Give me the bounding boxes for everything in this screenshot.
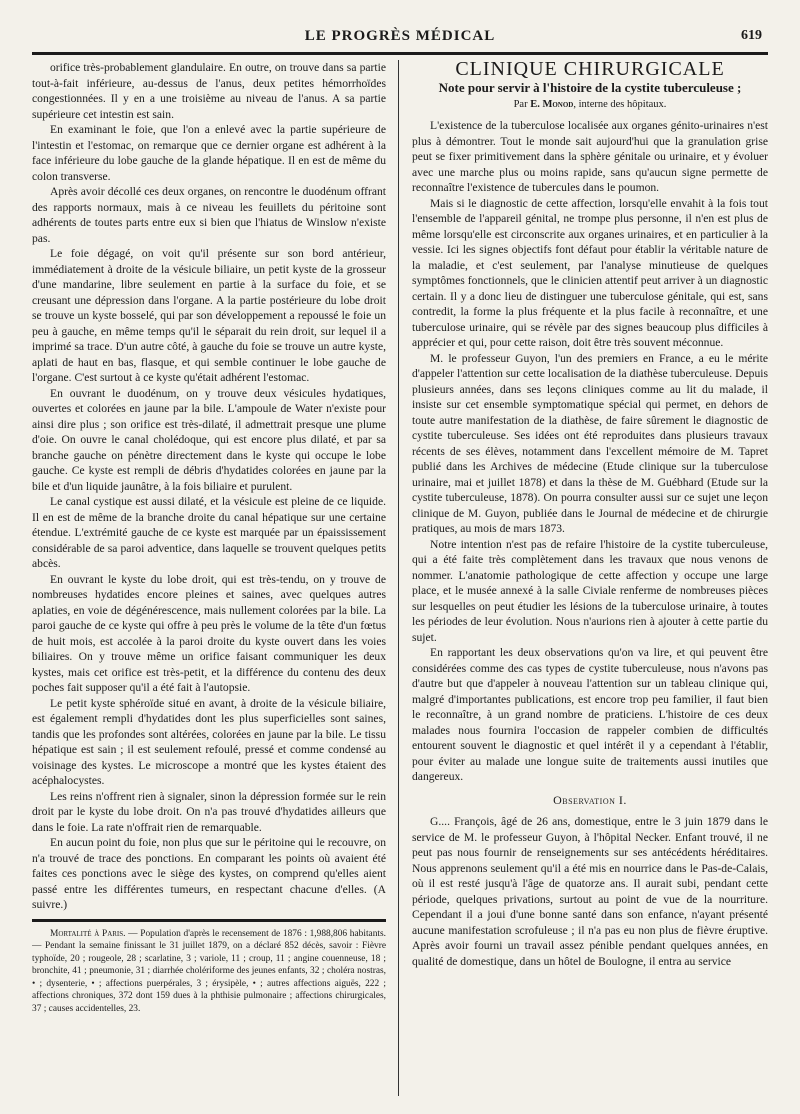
running-header xyxy=(32,22,768,50)
byline-author: E. Monod xyxy=(530,98,574,110)
paragraph: Le foie dégagé, on voit qu'il présente sur son bord antérieur, immédiatement à droite de la vésicule biliaire, un petit kyste de la grosseur d'une mandarine, libre seulement en partie à la surface du foie, et se creusant une dépression dans l'organe. A la partie postérieure du lobe droit se trouve un kyste bosselé, qui par son développement a repoussé le foie un peu à gauche, en même temps qu'il le séparait du rein droit, sur lequel il a imprimé sa trace. D'un autre côté, à gauche du foie se trouve un autre kyste, aplati de haut en bas, flasque, et qui semble continuer le lobe gauche de l'organe. C'est surtout à ce kyste qu'était adhérent l'estomac. xyxy=(32,247,386,384)
paragraph: L'existence de la tuberculose localisée aux organes génito-urinaires n'est plus à démontrer. Tout le monde sait aujourd'hui que la granulation grise peut se fixer primitivement dans la sphère génitale ou urinaire, et y évoluer avec une marche plus ou moins rapide, sans qu'aucun signe permette de reconnaître l'existence de tubercules dans le poumon. xyxy=(412,119,768,194)
column-divider xyxy=(398,60,399,1096)
journal-title: LE PROGRÈS MÉDICAL xyxy=(304,27,496,44)
section-rule xyxy=(32,919,386,922)
paragraph: En aucun point du foie, non plus que sur le péritoine qui le recouvre, on n'a trouvé de trace des ponctions. En comparant les points où avaient été faites ces ponctions avec le siège des kystes, on comprend qu'elles aient passé entre les différentes tumeurs, en respectant chacune d'elles. (A suivre.) xyxy=(32,836,386,911)
mortality-text: — Population d'après le recensement de 1876 : 1,988,806 habitants. — Pendant la semaine finissant le 31 juillet 1879, on a déclaré 852 décès, savoir : Fièvre typhoïde, 20 ; rougeole, 28 ; scarlatine, 3 ; variole, 11 ; croup, 11 ; angine couenneuse, 18 ; bronchite, 41 ; pneumonie, 31 ; diarrhée cholériforme des jeunes enfants, 32 ; choléra nostras, • ; dysenterie, • ; affections puerpérales, 3 ; érysipèle, • ; autres affections aiguës, 222 ; affections chroniques, 372 dont 159 dues à la phthisie pulmonaire ; affections chirurgicales, 37 ; causes accidentelles, 23. xyxy=(32,928,386,1015)
mortality-notice xyxy=(32,928,386,1016)
paragraph: En ouvrant le duodénum, on y trouve deux vésicules hydatiques, ouvertes et colorées en jaune par la bile. L'ampoule de Water n'existe pour ainsi dire plus ; son orifice est très-dilaté, il admettrait presque une plume d'oie. On ouvre le canal cholédoque, qui est encore plus dilaté, et par sa branche gauche on pénètre directement dans le kyste qui occupe le lobe gauche. Ce kyste est rempli de débris d'hydatides colorées en jaune par la bile et d'un liquide jaunâtre, à la fois biliaire et purulent. xyxy=(32,386,386,493)
paragraph: En rapportant les deux observations qu'on va lire, et qui peuvent être considérées comme des cas types de cystite tuberculeuse, nous n'avons pas d'autre but que d'appeler à nouveau l'attention sur un tableau clinique qui, malgré d'importantes publications, est encore trop peu familier, il faut bien le reconnaître, à un grand nombre de praticiens. L'histoire de ces deux malades nous fournira l'occasion de rappeler combien de difficultés entourent souvent le diagnostic et quel intérêt il y a cependant à l'établir, pour éviter au malade une longue suite de traitements aussi inutiles que dangereux. xyxy=(412,646,768,783)
observation-title: Observation I. xyxy=(553,792,627,807)
article-title: Note pour servir à l'histoire de la cystite tuberculeuse ; xyxy=(438,79,742,95)
section-title: CLINIQUE CHIRURGICALE xyxy=(455,60,725,80)
right-column xyxy=(412,60,768,1096)
byline-prefix: Par xyxy=(513,98,531,110)
byline-suffix: , interne des hôpitaux. xyxy=(573,98,667,110)
paragraph: Le petit kyste sphéroïde situé en avant, à droite de la vésicule biliaire, est également rempli d'hydatides dont les plus superficielles sont saines, tandis que les profondes sont altérées, colorées en jaune par la bile. Le tissu hépatique est sain ; il est seulement refoulé, pressé et comme condensé au voisinage des kystes. Le microscope a montré que les kystes étaient des acéphalocystes. xyxy=(32,696,386,787)
byline xyxy=(412,97,768,113)
paragraph: G.... François, âgé de 26 ans, domestique, entre le 3 juin 1879 dans le service de M. le professeur Guyon, à l'hôpital Necker. Enfant trouvé, il ne peut pas nous fournir de renseignements sur ses antécédents héréditaires. Nous apprenons seulement qu'il a été mis en nourrice dans le Pas-de-Calais, où il est resté jusqu'à l'âge de quatorze ans. Il aurait subi, pendant cette période, quelques privations, surtout au point de vue de la nourriture. Cependant il a joui d'une bonne santé dans son enfance, n'ayant présenté aucune manifestation scrofuleuse ; il n'a pas eu non plus de fièvre éruptive. Après avoir fourni un travail assez pénible pendant quelques années, en qualité de domestique, dans un hôtel de Boulogne, il entra au service xyxy=(412,815,768,968)
paragraph: Le canal cystique est aussi dilaté, et la vésicule est pleine de ce liquide. Il en est de même de la branche droite du canal hépatique sur une certaine étendue. L'extrémité gauche de ce kyste est marquée par un épaississement considérable de sa paroi adventice, dans laquelle se trouvent quelques petits abcès. xyxy=(32,495,386,570)
page-number: 619 xyxy=(741,28,762,43)
paragraph: Les reins n'offrent rien à signaler, sinon la dépression formée sur le rein droit par le kyste du lobe droit. On n'a pas trouvé d'hydatides ailleurs que dans le foie. La rate n'offrait rien de remarquable. xyxy=(32,789,386,834)
paragraph: En ouvrant le kyste du lobe droit, qui est très-tendu, on y trouve de nombreuses hydatides encore pleines et saines, avec quelques autres aplaties, en voie de dégénérescence, mais nullement colorées par la bile. La paroi gauche de ce kyste qui offre à peu près le volume de la tête d'un fœtus de huit mois, est accolée à la paroi droite du kyste ouvert dans les voies biliaires. On y trouve même un orifice faisant communiquer les deux kystes, mais cet orifice est très-petit, et la différence du contenu des deux poches fait supposer qu'il a été fait à l'autopsie. xyxy=(32,572,386,694)
paragraph: M. le professeur Guyon, l'un des premiers en France, a eu le mérite d'appeler l'attention sur cette localisation de la diathèse tuberculeuse. Depuis plusieurs années, dans ses leçons cliniques comme au lit du malade, il insiste sur cet ensemble symptomatique spécial qui permet, en dehors de toute autre manifestation de la diathèse, de faire sûrement le diagnostic de cystite tuberculeuse. Ses idées ont été reproduites dans plusieurs travaux récents de ses élèves, notamment dans l'excellent mémoire de M. Tapret publié dans les Archives de médecine (Etude clinique sur la tuberculose urinaire, mai et juillet 1878) et dans la thèse de M. Guébhard (Etude sur la cystite tuberculeuse, 1878). On pourra consulter aussi sur ce sujet une leçon clinique de M. Guyon, publiée dans le Journal de médecine et de chirurgie pratiques, au mois de mars 1873. xyxy=(412,351,768,535)
paragraph: orifice très-probablement glandulaire. En outre, on trouve dans sa partie tout-à-fait inférieure, au-dessus de l'anus, deux petites hémorrhoïdes congestionnées. Il y en a une troisième au niveau de l'anus. A sa partie supérieure cet intestin est sain. xyxy=(32,61,386,121)
header-rule xyxy=(32,52,768,55)
left-column xyxy=(32,60,386,1096)
paragraph: Après avoir décollé ces deux organes, on rencontre le duodénum offrant des rapports normaux, mais à ce niveau les feuillets du péritoine sont adhérents de toutes parts entre eux si bien que l'hiatus de Winslow n'existe pas. xyxy=(32,185,386,245)
paragraph: En examinant le foie, que l'on a enlevé avec la partie supérieure de l'intestin et l'estomac, on remarque que ce dernier organe est adhérent à la face inférieure du lobe gauche de la glande hépatique. Il en est de même du colon transverse. xyxy=(32,123,386,183)
mortality-lead: Mortalité à Paris. xyxy=(50,928,126,939)
paragraph: Notre intention n'est pas de refaire l'histoire de la cystite tuberculeuse, qui a été faite très complètement dans les travaux que nous venons de nommer. L'anatomie pathologique de cette affection y occupe une large place, et le musée annexé à la salle Civiale renferme de nombreuses pièces sur lesquelles on peut étudier les lésions de la tuberculose urinaire, à toutes les périodes de leur évolution. Nous n'aurions rien à ajouter à cette partie du sujet. xyxy=(412,537,768,644)
paragraph: Mais si le diagnostic de cette affection, lorsqu'elle envahit à la fois tout l'ensemble de l'appareil génital, ne trompe plus personne, il n'en est plus de même lorsqu'elle est circonscrite aux organes urinaires, et en particulier à la vessie. Ici les signes objectifs font défaut pour établir la véritable nature de la maladie, et c'est seulement, par l'analyse minutieuse de quelques symptômes fonctionnels, que le clinicien attentif peut arriver à un diagnostic certain. Il y a donc lieu de distinguer une tuberculose génitale, qui est, sans contredit, la forme la plus fréquente et la plus facile à reconnaître, et une tuberculose urinaire, qui se révèle par des signes beaucoup plus difficiles à apprécier et qui, pour cette raison, doit être très souvent méconnue. xyxy=(412,196,768,349)
